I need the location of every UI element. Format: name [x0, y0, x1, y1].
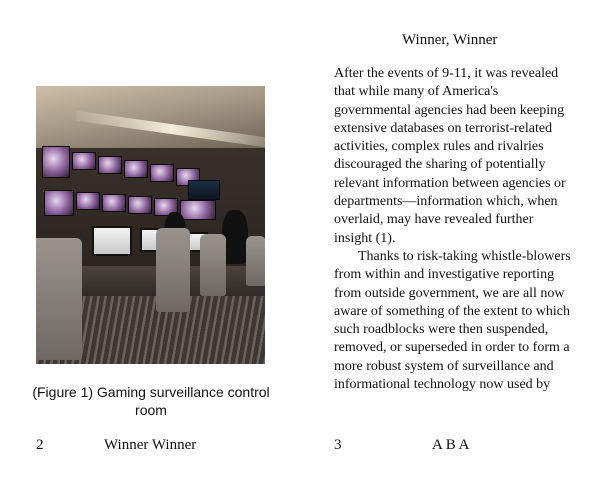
photo-chair	[36, 238, 82, 360]
page-number-right: 3	[334, 437, 342, 453]
photo-chair	[156, 228, 190, 312]
photo-monitor	[128, 196, 152, 214]
figure-caption: (Figure 1) Gaming surveillance control room	[32, 384, 270, 418]
folio-title-left: Winner Winner	[104, 437, 197, 453]
photo-monitor	[102, 194, 126, 212]
photo-monitor	[188, 180, 220, 200]
photo-desk-screen	[92, 226, 132, 256]
photo-monitor	[44, 190, 74, 216]
photo-monitor	[72, 152, 96, 170]
paragraph: After the events of 9-11, it was revealed that while many of America's governmental agencies had been keeping extensive databases on terrorist-related activities, complex rules and rivalries discouraged the sharing of potentially relevant information between agencies or departments—information which, when overlaid, may have revealed further insight (1).	[334, 66, 566, 246]
photo-chair	[246, 236, 265, 286]
body-text	[334, 65, 574, 394]
photo-monitor	[76, 192, 100, 210]
page-number-left: 2	[36, 437, 44, 453]
photo-monitor	[42, 146, 70, 178]
photo-monitor	[98, 156, 122, 174]
running-head: Winner, Winner	[402, 32, 498, 48]
photo-monitor	[180, 200, 216, 220]
photo-monitor	[150, 164, 174, 182]
photo-monitor	[124, 160, 148, 178]
photo-chair	[200, 234, 226, 296]
folio-title-right: A B A	[432, 437, 470, 453]
paragraph: Thanks to risk-taking whistle-blowers from within and investigative reporting from outside government, we are all now aware of something of the extent to which such roadblocks were then suspended, removed, or superseded in order to form a more robust system of surveillance and informational technology now used by	[334, 248, 571, 393]
surveillance-room-photo	[36, 86, 265, 364]
